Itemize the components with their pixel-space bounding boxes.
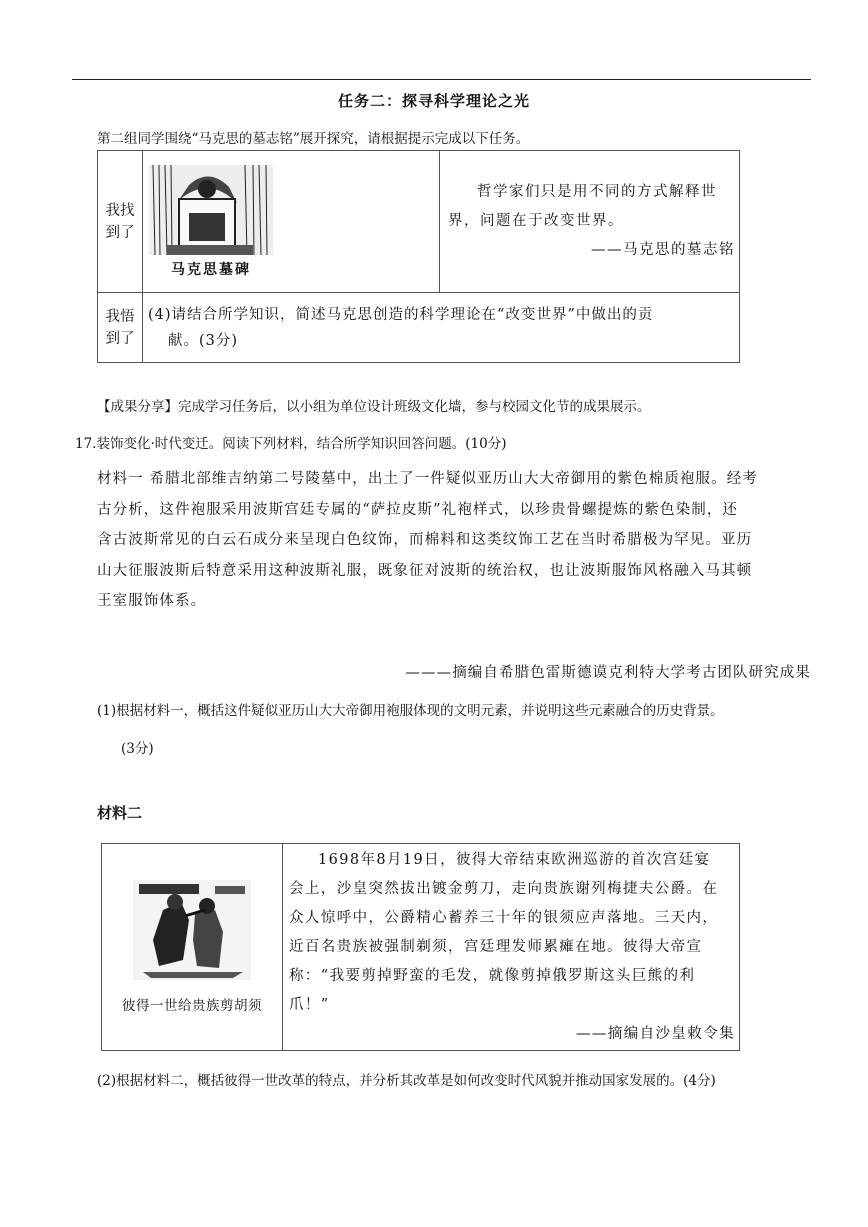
task-title: 任务二：探寻科学理论之光 xyxy=(337,92,530,110)
marx-tombstone-image xyxy=(149,165,273,255)
tomb-image-cell xyxy=(143,151,440,293)
task-table xyxy=(97,150,740,363)
row-label-realized: 我悟到了 xyxy=(98,293,143,363)
material-1-source: ———摘编自希腊色雷斯德谟克利特大学考古团队研究成果 xyxy=(405,665,811,681)
task-intro: 第二组同学围绕“马克思的墓志铭”展开探究，请根据提示完成以下任务。 xyxy=(97,131,530,147)
row-label-found: 我找到了 xyxy=(98,151,143,293)
material-2-text: 1698年8月19日，彼得大帝结束欧洲巡游的首次宫廷宴 会上，沙皇突然拔出镀金剪刀，走向贵族谢列梅捷夫公爵。在 众人惊呼中，公爵精心蓄养三十年的银须应声落地。三天内， 近百名贵族被强制剃须，宫廷理发师累瘫在地。彼得大帝宣 称：“我要剪掉野蛮的毛发，就像剪掉俄罗斯这头巨熊的利 爪！” ——摘编自沙皇敕令集 xyxy=(283,844,740,1051)
peter-image-cell xyxy=(102,844,283,1051)
q17-title: 17.装饰变化·时代变迁。阅读下列材料，结合所学知识回答问题。(10分) xyxy=(75,436,507,452)
material-2-heading: 材料二 xyxy=(97,804,143,822)
tomb-caption: 马克思墓碑 xyxy=(171,261,251,278)
material-1: 材料一 希腊北部维吉纳第二号陵墓中，出土了一件疑似亚历山大大帝御用的紫色棉质袍服。经考 古分析，这件袍服采用波斯宫廷专属的“萨拉皮斯”礼袍样式，以珍贵骨螺提炼的紫色染制，还 含古波斯常见的白云石成分来呈现白色纹饰，而棉料和这类纹饰工艺在当时希腊极为罕见。亚历 山大征服波斯后特意采用这种波斯礼服，既象征对波斯的统治权，也让波斯服饰风格融入马其顿 王室服饰体系。 xyxy=(97,471,758,609)
question-4: (4)请结合所学知识，简述马克思创造的科学理论在“改变世界”中做出的贡 献。(3分) xyxy=(143,293,740,363)
share-note: 【成果分享】完成学习任务后，以小组为单位设计班级文化墙，参与校园文化节的成果展示。 xyxy=(97,399,651,415)
question-1-points: (3分) xyxy=(121,741,154,757)
material-2-table xyxy=(101,843,740,1051)
question-2: (2)根据材料二，概括彼得一世改革的特点，并分析其改革是如何改变时代风貌并推动国家发展的。(4分) xyxy=(97,1073,716,1089)
header-rule xyxy=(72,79,811,80)
peter-beard-cutting-image xyxy=(133,880,251,980)
peter-caption: 彼得一世给贵族剪胡须 xyxy=(122,998,262,1014)
question-1: (1)根据材料一，概括这件疑似亚历山大大帝御用袍服体现的文明元素，并说明这些元素融合的历史背景。 xyxy=(97,703,724,719)
epitaph-quote: 哲学家们只是用不同的方式解释世 界，问题在于改变世界。 ——马克思的墓志铭 xyxy=(440,151,740,293)
